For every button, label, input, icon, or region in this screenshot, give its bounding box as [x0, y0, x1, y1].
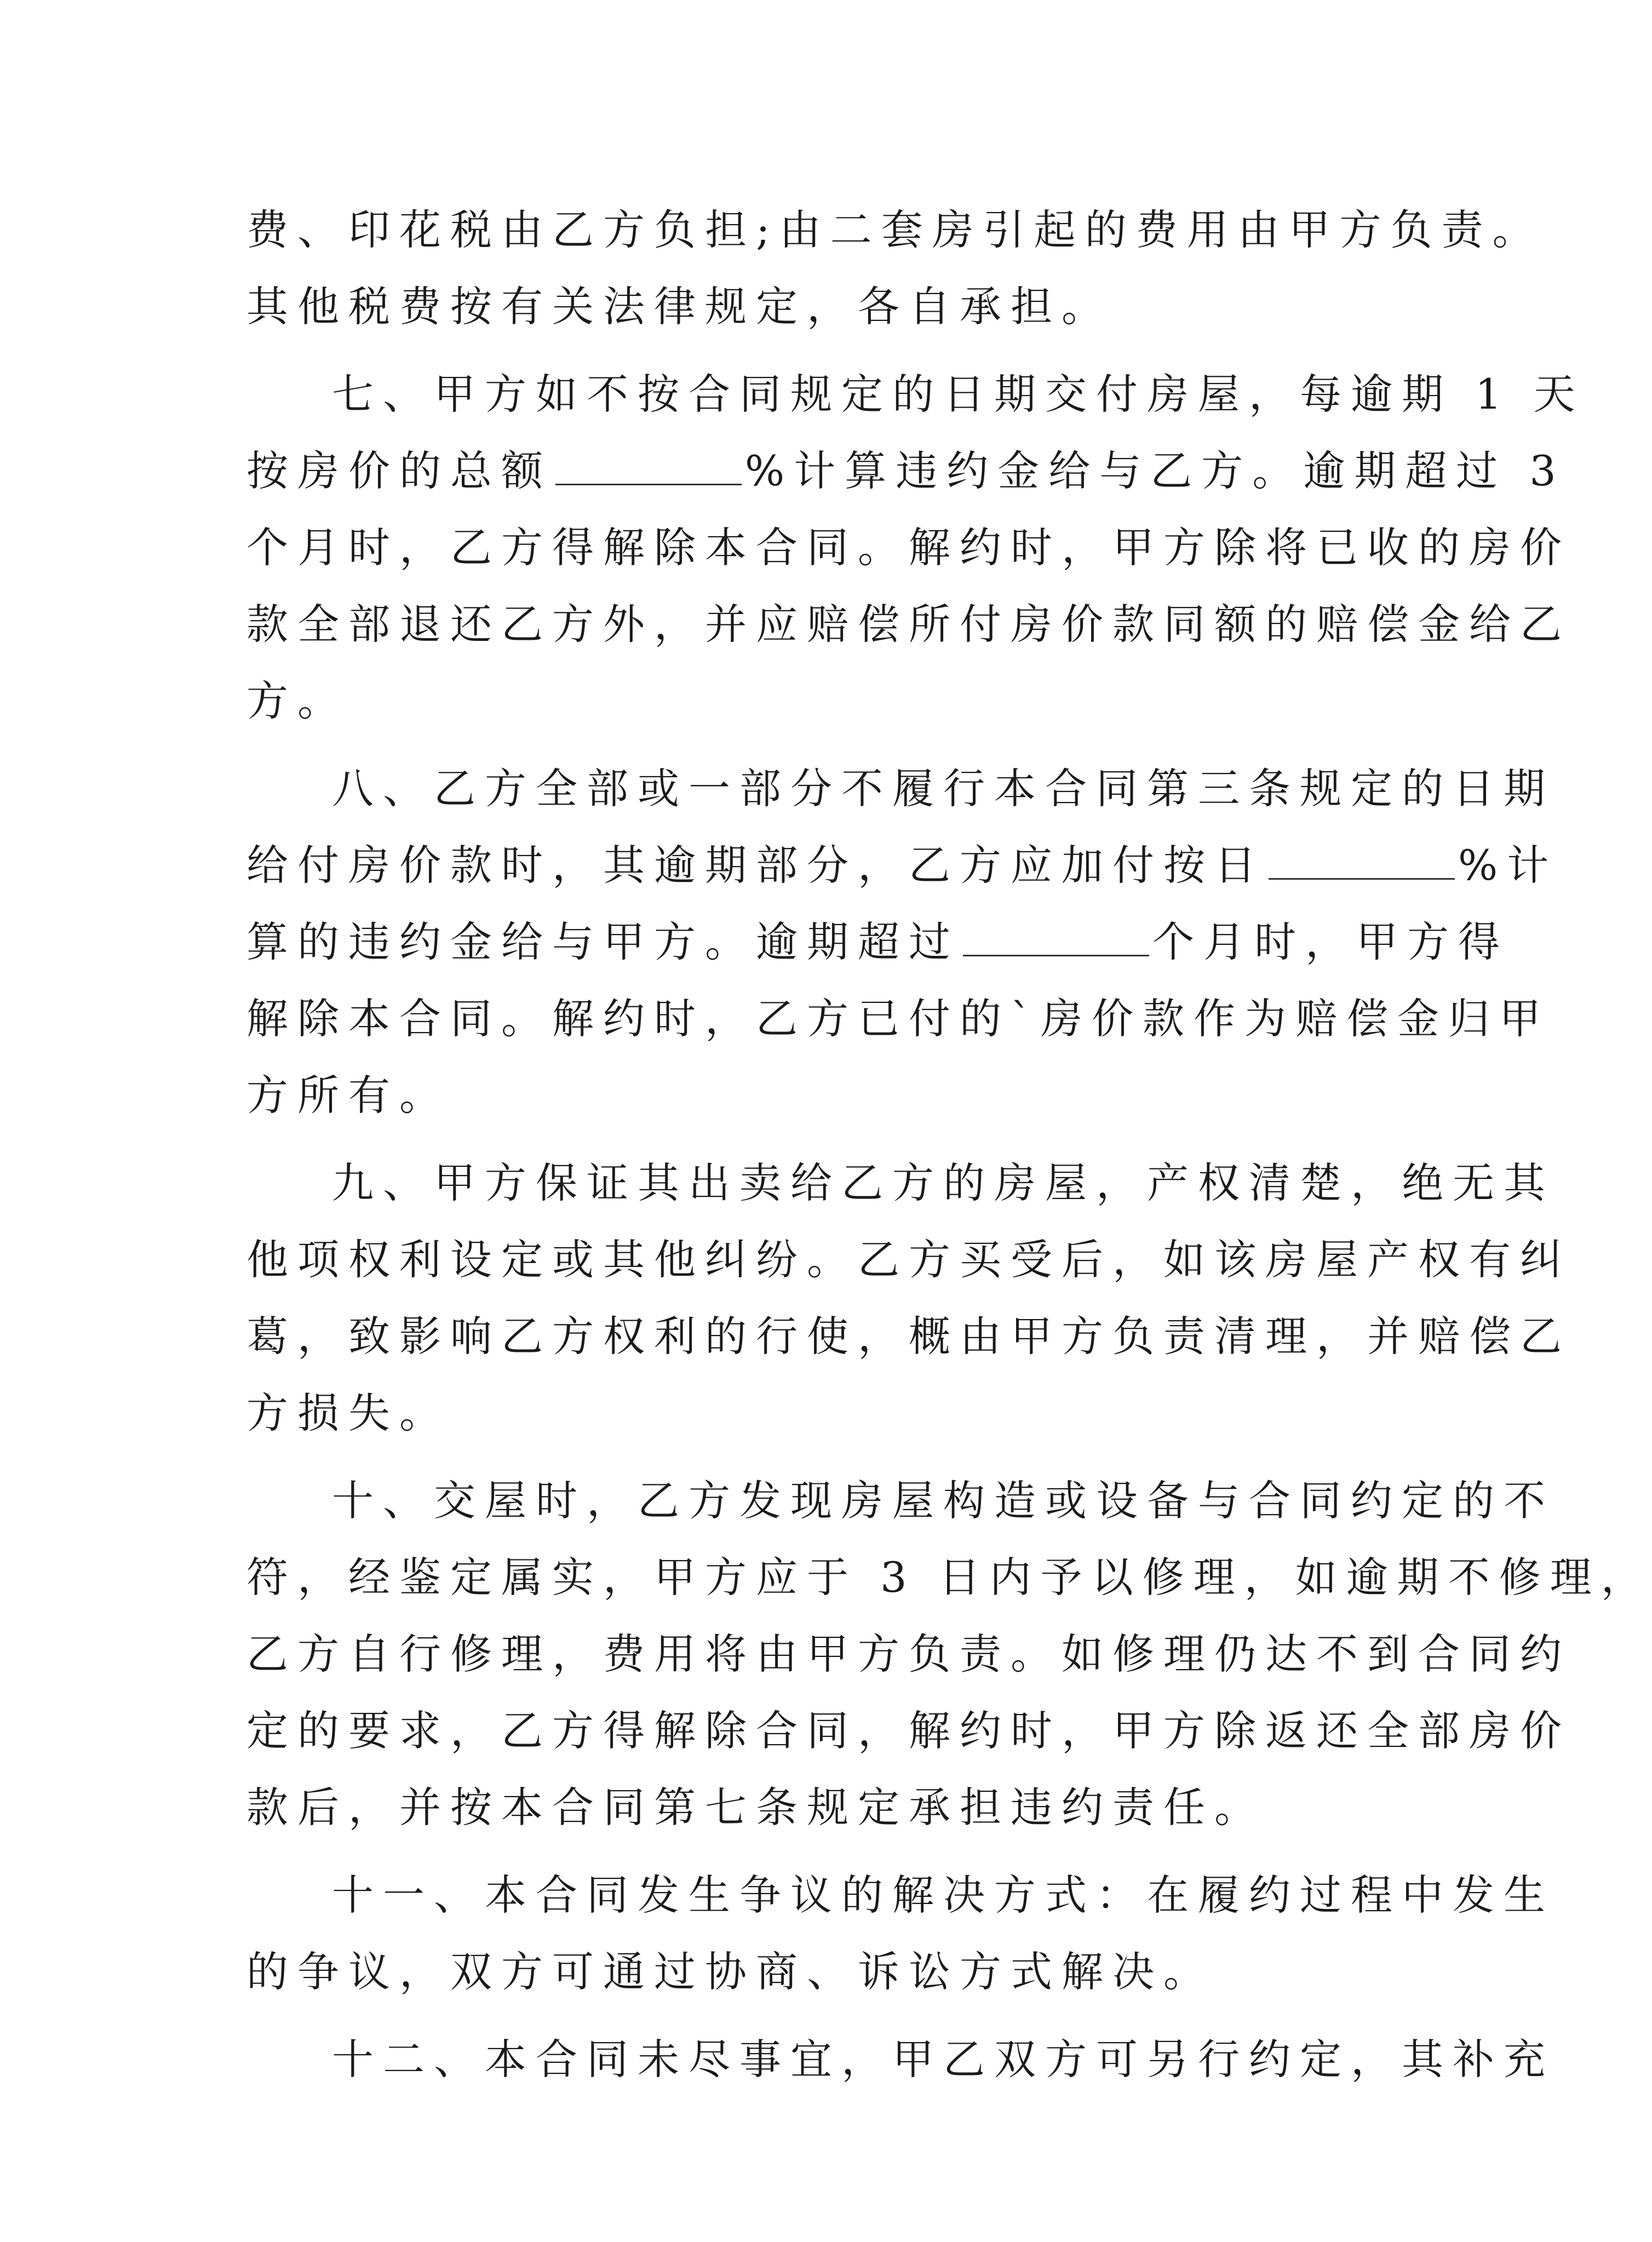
text-segment: 按房价的总额	[246, 446, 552, 495]
text-line: 乙方自行修理，费用将由甲方负责。如修理仍达不到合同约	[246, 1630, 1571, 1678]
clause-12-line: 十二、本合同未尽事宜，甲乙双方可另行约定，其补充	[332, 2035, 1555, 2084]
text-line: 款后，并按本合同第七条规定承担违约责任。	[246, 1783, 1265, 1832]
text-line: 方损失。	[246, 1389, 450, 1437]
blank-field	[963, 914, 1149, 956]
text-line: 费、印花税由乙方负担;由二套房引起的费用由甲方负责。	[246, 205, 1544, 254]
text-line	[246, 833, 1558, 898]
text-line: 方。	[246, 676, 348, 725]
clause-10-line: 十、交屋时，乙方发现房屋构造或设备与合同约定的不	[332, 1476, 1555, 1525]
text-line: 个月时，乙方得解除本合同。解约时，甲方除将已收的房价	[246, 523, 1571, 572]
clause-9-line: 九、甲方保证其出卖给乙方的房屋，产权清楚，绝无其	[332, 1159, 1555, 1207]
text-segment: 算的违约金给与甲方。逾期超过	[246, 918, 960, 966]
text-line	[246, 438, 1565, 504]
clause-11-line: 十一、本合同发生争议的解决方式：在履约过程中发生	[332, 1871, 1555, 1919]
text-line: 解除本合同。解约时，乙方已付的`房价款作为赔偿金归甲	[246, 994, 1550, 1043]
text-segment: 给付房价款时，其逾期部分，乙方应加付按日	[246, 841, 1265, 890]
blank-field	[1269, 838, 1455, 880]
text-segment: %计	[1458, 841, 1558, 890]
blank-field	[555, 443, 742, 485]
text-line: 定的要求，乙方得解除合同，解约时，甲方除返还全部房价	[246, 1706, 1571, 1755]
text-line: 的争议，双方可通过协商、诉讼方式解决。	[246, 1947, 1214, 1996]
clause-7-line: 七、甲方如不按合同规定的日期交付房屋，每逾期 1 天	[332, 370, 1585, 418]
text-line: 其他税费按有关法律规定，各自承担。	[246, 282, 1112, 331]
text-line: 符，经鉴定属实，甲方应于 3 日内予以修理，如逾期不修理，	[246, 1553, 1652, 1602]
text-line	[246, 909, 1509, 975]
text-line: 款全部退还乙方外，并应赔偿所付房价款同额的赔偿金给乙	[246, 600, 1571, 649]
text-segment: %计算违约金给与乙方。逾期超过 3	[745, 446, 1565, 495]
clause-8-line: 八、乙方全部或一部分不履行本合同第三条规定的日期	[332, 764, 1555, 813]
text-line: 他项权利设定或其他纠纷。乙方买受后，如该房屋产权有纠	[246, 1235, 1571, 1284]
text-line: 葛，致影响乙方权利的行使，概由甲方负责清理，并赔偿乙	[246, 1312, 1571, 1361]
text-line: 方所有。	[246, 1071, 450, 1120]
text-segment: 个月时，甲方得	[1152, 918, 1509, 966]
